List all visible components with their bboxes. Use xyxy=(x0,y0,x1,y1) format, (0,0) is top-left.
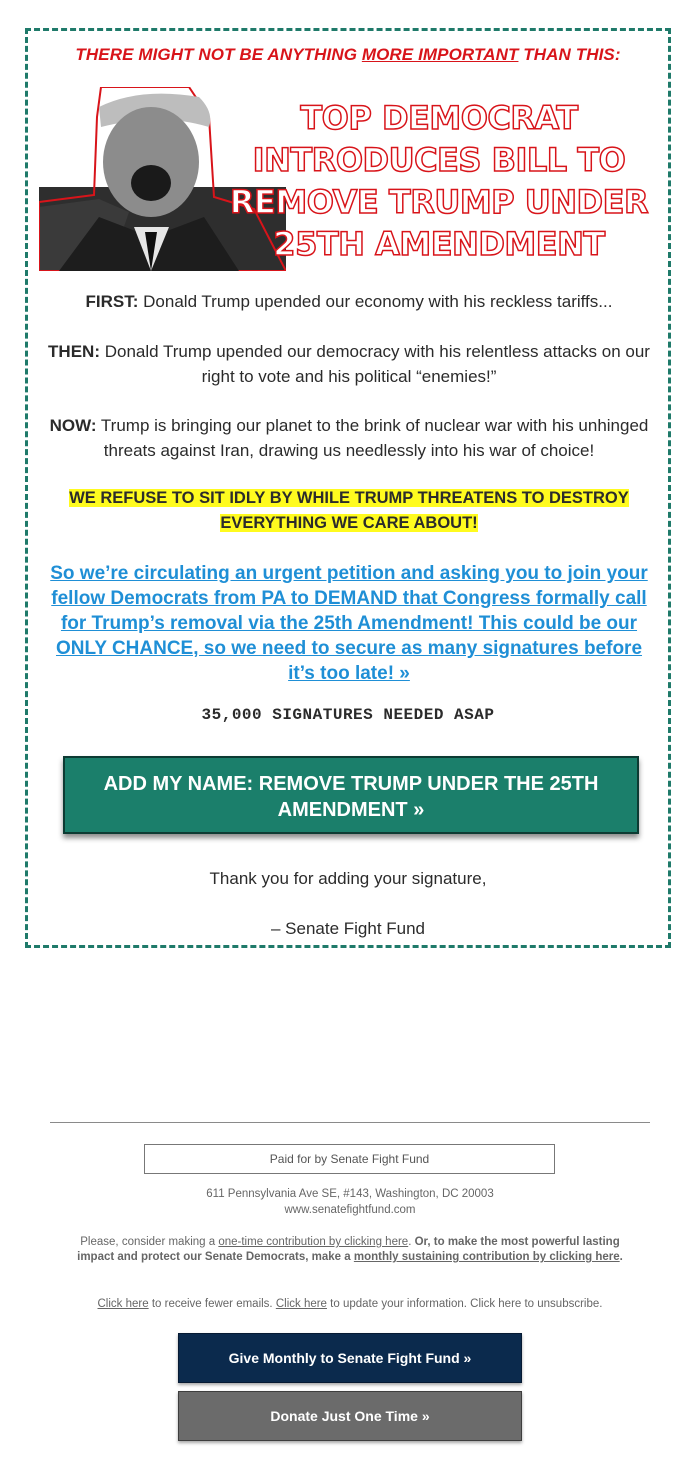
address-text: 611 Pennsylvania Ave SE, #143, Washington, DC 20003 xyxy=(206,1188,494,1200)
kicker-heading: THERE MIGHT NOT BE ANYTHING MORE IMPORTANT THAN THIS: xyxy=(75,45,621,64)
footer-divider xyxy=(50,1122,650,1123)
hero-banner[interactable] xyxy=(39,87,662,271)
add-my-name-button[interactable]: ADD MY NAME: REMOVE TRUMP UNDER THE 25TH AMENDMENT » xyxy=(63,756,639,834)
update-info-link[interactable]: Click here xyxy=(275,1298,327,1310)
donate-once-button[interactable]: Donate Just One Time » xyxy=(178,1391,522,1441)
website-text[interactable]: www.senatefightfund.com xyxy=(284,1204,416,1216)
first-paragraph: FIRST: Donald Trump upended our economy with his reckless tariffs... xyxy=(85,292,613,311)
contribution-text: Please, consider making a one-time contribution by clicking here. Or, to make the most powerful lasting impact and protect our Senate Democrats, make a monthly sustaining contribution by clicking here. xyxy=(77,1236,623,1263)
fewer-emails-link[interactable]: Click here xyxy=(97,1298,149,1310)
hero-headline: TOP DEMOCRAT INTRODUCES BILL TO REMOVE TRUMP UNDER 25TH AMENDMENT xyxy=(229,99,649,263)
petition-link[interactable]: So we’re circulating an urgent petition and asking you to join your fellow Democrats from PA to DEMAND that Congress formally call for Trump’s removal via the 25th Amendment! This could be our ONLY CHANCE, so we need to secure as many signatures before it’s too late! » xyxy=(50,563,648,684)
paid-for-box: Paid for by Senate Fight Fund xyxy=(144,1144,555,1174)
one-time-contribution-link[interactable]: one-time contribution by clicking here xyxy=(218,1236,409,1248)
email-frame xyxy=(25,28,671,948)
signoff-text: – Senate Fight Fund xyxy=(270,919,426,938)
now-paragraph: NOW: Trump is bringing our planet to the brink of nuclear war with his unhinged threats against Iran, drawing us needlessly into his war of choice! xyxy=(49,416,649,460)
monthly-contribution-link[interactable]: monthly sustaining contribution by clicking here xyxy=(353,1251,620,1263)
then-paragraph: THEN: Donald Trump upended our democracy with his relentless attacks on our right to vote and his political “enemies!” xyxy=(48,342,650,386)
give-monthly-button[interactable]: Give Monthly to Senate Fight Fund » xyxy=(178,1333,522,1383)
signatures-needed: 35,000 SIGNATURES NEEDED ASAP xyxy=(201,706,495,724)
thanks-text: Thank you for adding your signature, xyxy=(209,869,487,888)
email-preferences-text: Click here to receive fewer emails. Click here to update your information. Click here to unsubscribe. xyxy=(97,1298,603,1310)
highlight-statement: WE REFUSE TO SIT IDLY BY WHILE TRUMP THREATENS TO DESTROY EVERYTHING WE CARE ABOUT! xyxy=(69,489,629,532)
